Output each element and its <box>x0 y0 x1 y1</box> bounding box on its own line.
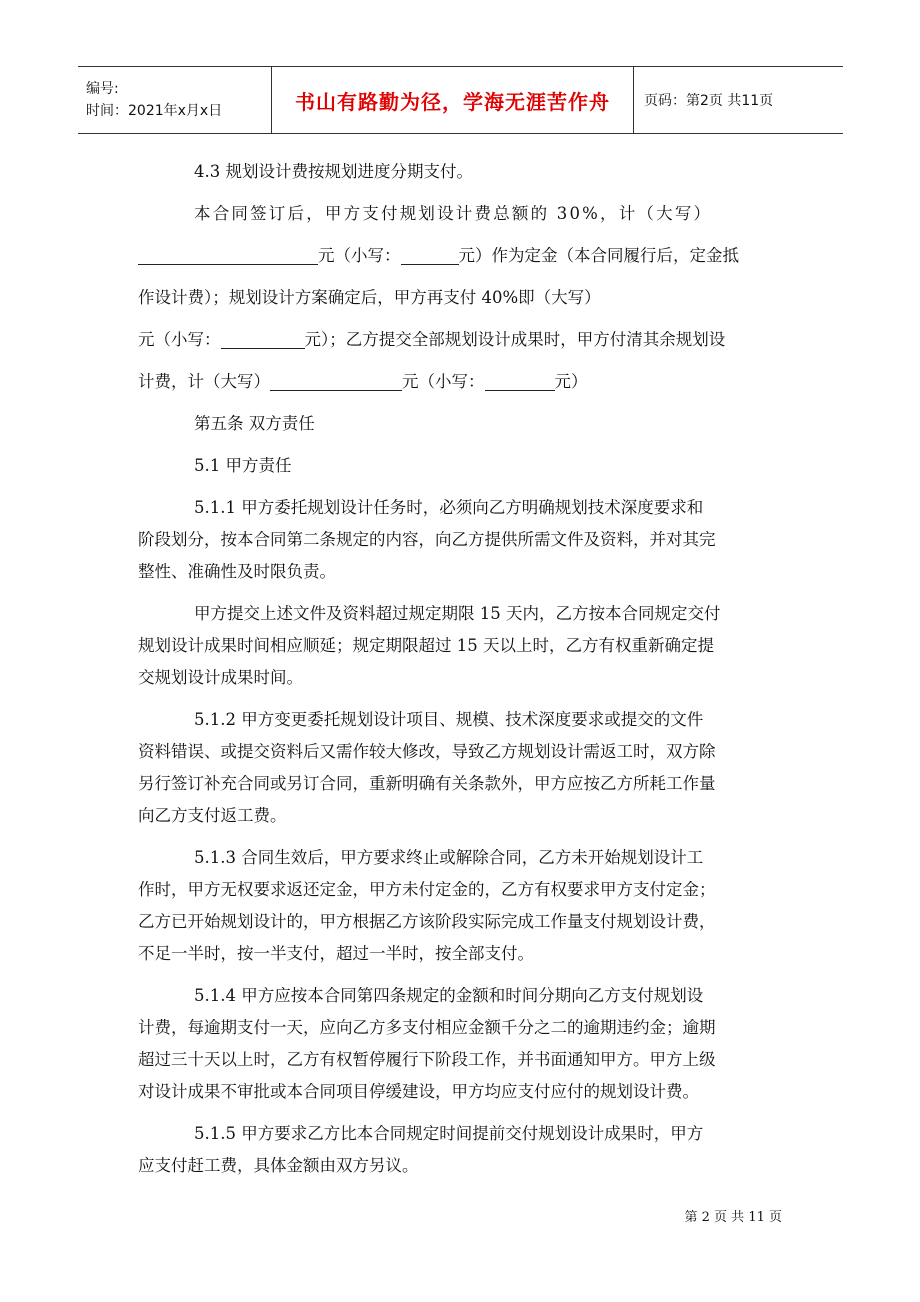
paragraph-line: 规划设计成果时间相应顺延；规定期限超过 15 天以上时，乙方有权重新确定提 <box>138 636 714 655</box>
blank-field <box>221 330 305 349</box>
paragraph-line: 整性、准确性及时限负责。 <box>138 562 336 581</box>
blank-field <box>138 246 318 265</box>
paragraph-line: 元（小写： 元）；乙方提交全部规划设计成果时，甲方付清其余规划设 <box>138 330 726 349</box>
paragraph-line: 计费，每逾期支付一天，应向乙方多支付相应金额千分之二的逾期违约金；逾期 <box>138 1018 716 1037</box>
subsection-heading: 5.1 甲方责任 <box>194 456 292 475</box>
paragraph-line: 4.3 规划设计费按规划进度分期支付。 <box>194 162 473 181</box>
paragraph-line: 本合同签订后，甲方支付规划设计费总额的 30%，计（大写） <box>194 204 713 223</box>
motto-text: 书山有路勤为径，学海无涯苦作舟 <box>295 89 610 114</box>
page-header <box>78 66 843 134</box>
paragraph-line: 甲方提交上述文件及资料超过规定期限 15 天内，乙方按本合同规定交付 <box>194 604 721 623</box>
paragraph-line: 不足一半时，按一半支付，超过一半时，按全部支付。 <box>138 944 534 963</box>
page-code-text: 页码：第2页 共11页 <box>644 93 774 109</box>
blank-field <box>270 372 402 391</box>
paragraph-line: 元（小写： 元）作为定金（本合同履行后，定金抵 <box>138 240 783 272</box>
paragraph-line: 乙方已开始规划设计的，甲方根据乙方该阶段实际完成工作量支付规划设计费， <box>138 912 716 931</box>
blank-field <box>401 246 459 265</box>
header-meta <box>78 67 272 133</box>
footer-page-number: 第 2 页 共 11 页 <box>684 1210 782 1225</box>
paragraph-line: 超过三十天以上时，乙方有权暂停履行下阶段工作，并书面通知甲方。甲方上级 <box>138 1050 716 1069</box>
paragraph-line: 作设计费）；规划设计方案确定后，甲方再支付 40%即（大写） <box>138 288 601 307</box>
paragraph-line: 5.1.1 甲方委托规划设计任务时，必须向乙方明确规划技术深度要求和 <box>194 498 704 517</box>
paragraph-line: 交规划设计成果时间。 <box>138 668 303 687</box>
paragraph-line: 作时，甲方无权要求返还定金，甲方未付定金的，乙方有权要求甲方支付定金； <box>138 880 716 899</box>
page-footer <box>685 1206 782 1225</box>
paragraph-line: 阶段划分，按本合同第二条规定的内容，向乙方提供所需文件及资料，并对其完 <box>138 530 716 549</box>
paragraph-line: 5.1.3 合同生效后，甲方要求终止或解除合同，乙方未开始规划设计工 <box>194 848 704 867</box>
time-label: 时间：2021年x月x日 <box>86 103 223 119</box>
header-motto <box>272 67 634 133</box>
serial-label: 编号: <box>86 81 119 97</box>
paragraph-line: 5.1.2 甲方变更委托规划设计项目、规模、技术深度要求或提交的文件 <box>194 710 704 729</box>
paragraph-line: 向乙方支付返工费。 <box>138 806 287 825</box>
blank-field <box>485 372 555 391</box>
section-heading: 第五条 双方责任 <box>194 414 315 433</box>
paragraph-line: 对设计成果不审批或本合同项目停缓建设，甲方均应支付应付的规划设计费。 <box>138 1082 699 1101</box>
document-body <box>138 156 783 1182</box>
header-page-code <box>634 67 843 133</box>
paragraph-line: 计费，计（大写） 元（小写： 元） <box>138 372 588 391</box>
paragraph-line: 5.1.4 甲方应按本合同第四条规定的金额和时间分期向乙方支付规划设 <box>194 986 704 1005</box>
paragraph-line: 应支付赶工费，具体金额由双方另议。 <box>138 1156 419 1175</box>
paragraph-line: 资料错误、或提交资料后又需作较大修改，导致乙方规划设计需返工时，双方除 <box>138 742 716 761</box>
paragraph-line: 另行签订补充合同或另订合同，重新明确有关条款外，甲方应按乙方所耗工作量 <box>138 774 716 793</box>
paragraph-line: 5.1.5 甲方要求乙方比本合同规定时间提前交付规划设计成果时，甲方 <box>194 1124 704 1143</box>
